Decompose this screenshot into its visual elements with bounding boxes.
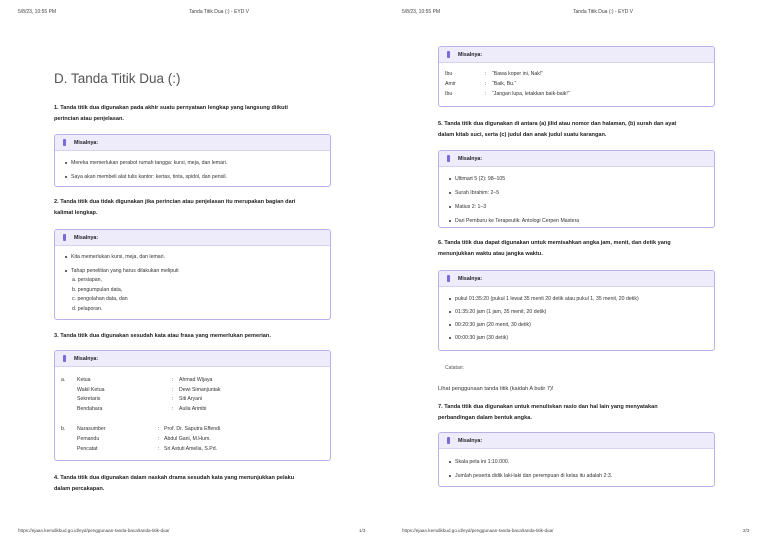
entry-value: Sri Astuti Amelia, S.Pd. [164, 446, 218, 452]
list-item: Matius 2: 1–3 [449, 204, 579, 210]
list-item: Ultimart 5 (2): 98–105 [449, 176, 579, 182]
rule-4: 4. Tanda titik dua digunakan dalam naskah drama sesudah kata yang menunjukkan pelaku dalam percakapan. [54, 475, 295, 492]
entry-separator: : [485, 71, 487, 77]
entry-separator: : [172, 387, 174, 393]
dialogue-line: “Jangan lupa, letakkan baik-baik!” [492, 91, 570, 97]
entry-key: Pemandu [77, 436, 100, 442]
sub-item: b. pengumpulan data, [72, 287, 123, 293]
speaker-name: Ibu [445, 91, 453, 97]
list-item: Mereka memerlukan perabot rumah tangga: kursi, meja, dan lemari. [65, 160, 227, 166]
list-item: Tahap penelitian yang harus dilakukan meliputi [65, 268, 179, 274]
sub-item: a. persiapan, [72, 277, 102, 283]
example-box-1 [54, 134, 331, 187]
rule-6: 6. Tanda titik dua dapat digunakan untuk memisahkan angka jam, menit, dan detik yang menunjukkan waktu atau jangka waktu. [438, 240, 671, 257]
list-item: Dari Pemburu ke Terapeutik: Antologi Cerpen Mastera [449, 218, 579, 224]
entry-value: Aulia Arimbi [179, 406, 207, 412]
example-box-header: Misalnya: [55, 135, 330, 151]
example-box-6 [438, 270, 715, 351]
example-box-header: Misalnya: [439, 271, 714, 287]
entry-value: Siti Aryani [179, 396, 203, 402]
list-item: pukul 01:35:20 (pukul 1 lewat 35 menit 20 detik atau pukul 1, 35 menit, 20 detik) [449, 296, 639, 302]
page-2 [384, 0, 768, 543]
info-marker-icon [447, 275, 450, 282]
example-list [449, 176, 579, 224]
info-marker-icon [63, 139, 66, 146]
example-box-header: Misalnya: [439, 47, 714, 63]
list-item: 00:00:30 jam (30 detik) [449, 335, 639, 341]
list-item: Saya akan membeli alat tulis kantor: kertas, tinta, spidol, dan pensil. [65, 174, 227, 180]
group-marker: a. [61, 377, 66, 383]
example-box-3 [54, 350, 331, 461]
info-marker-icon [447, 437, 450, 444]
speaker-name: Amir [445, 81, 456, 87]
header-timestamp: 5/8/23, 10:55 PM [402, 9, 441, 15]
list-item: 01:35:20 jam (1 jam, 35 menit, 20 detik) [449, 309, 639, 315]
example-list [449, 459, 612, 479]
list-item: Skala peta ini 1:10.000. [449, 459, 612, 465]
example-box-5 [438, 150, 715, 228]
rule-2: 2. Tanda titik dua tidak digunakan jika perincian atau penjelasan itu merupakan bagian dari kalimat lengkap. [54, 199, 296, 216]
header-title: Tanda Titik Dua (:) - EYD V [573, 9, 634, 15]
speaker-name: Ibu [445, 71, 453, 77]
list-item: 00:20:30 jam (20 menit, 30 detik) [449, 322, 639, 328]
example-box-4 [438, 46, 715, 107]
example-list [65, 254, 179, 274]
example-list [65, 160, 227, 180]
sub-item: c. pengolahan data, dan [72, 296, 128, 302]
info-marker-icon [63, 234, 66, 241]
entry-value: Dewi Simanjuntak [179, 387, 221, 393]
info-marker-icon [447, 155, 450, 162]
entry-separator: : [158, 446, 160, 452]
entry-key: Pencatat [77, 446, 98, 452]
entry-separator: : [485, 81, 487, 87]
rule-7: 7. Tanda titik dua digunakan untuk menuliskan rasio dan hal lain yang menyatakan perbandingan dalam bentuk angka. [438, 404, 658, 421]
entry-key: Sekretaris [77, 396, 101, 402]
entry-value: Abdul Gani, M.Hum. [164, 436, 211, 442]
note-text: Lihat penggunaan tanda titik (kaidah A butir 7)! [438, 386, 554, 392]
example-box-header: Misalnya: [55, 230, 330, 246]
entry-separator: : [158, 426, 160, 432]
note-label: Catatan: [445, 365, 464, 371]
example-box-header: Misalnya: [55, 351, 330, 367]
footer-page-number: 1/3 [359, 528, 366, 533]
example-list [449, 296, 639, 341]
group-marker: b. [61, 426, 66, 432]
footer-url-link[interactable]: https://ejaan.kemdikbud.go.id/eyd/penggunaan-tanda-baca/tanda-titik-dua/ [18, 528, 170, 533]
entry-key: Bendahara [77, 406, 103, 412]
list-item: Kita memerlukan kursi, meja, dan lemari. [65, 254, 179, 260]
page-title: D. Tanda Titik Dua (:) [54, 71, 181, 86]
entry-separator: : [172, 406, 174, 412]
example-box-header: Misalnya: [439, 433, 714, 449]
header-title: Tanda Titik Dua (:) - EYD V [189, 9, 250, 15]
list-item: Jumlah peserta didik laki-laki dan perempuan di kelas itu adalah 2:3. [449, 473, 612, 479]
entry-value: Ahmad Wijaya [179, 377, 213, 383]
rule-3: 3. Tanda titik dua digunakan sesudah kata atau frasa yang memerlukan pemerian. [54, 333, 271, 339]
entry-separator: : [485, 91, 487, 97]
entry-separator: : [172, 377, 174, 383]
entry-value: Prof. Dr. Saputra Effendi [164, 426, 221, 432]
dialogue-line: “Baik, Bu.” [492, 81, 517, 87]
rule-5: 5. Tanda titik dua digunakan di antara (a) jilid atau nomor dan halaman, (b) surah dan ayat dalam kitab suci, serta (c) judul dan anak judul suatu karangan. [438, 121, 677, 138]
sub-item: d. pelaporan. [72, 306, 103, 312]
entry-key: Narasumber [77, 426, 106, 432]
info-marker-icon [63, 355, 66, 362]
info-marker-icon [447, 51, 450, 58]
dialogue-line: “Bawa koper ini, Nak!” [492, 71, 544, 77]
rule-1: 1. Tanda titik dua digunakan pada akhir suatu pernyataan lengkap yang langsung diikuti perincian atau penjelasan. [54, 105, 288, 122]
list-item: Surah Ibrahim: 2–5 [449, 190, 579, 196]
footer-url-link[interactable]: https://ejaan.kemdikbud.go.id/eyd/penggunaan-tanda-baca/tanda-titik-dua/ [402, 528, 554, 533]
example-box-2 [54, 229, 331, 320]
entry-separator: : [172, 396, 174, 402]
entry-key: Wakil Ketua [77, 387, 105, 393]
entry-key: Ketua [77, 377, 91, 383]
header-timestamp: 5/8/23, 10:55 PM [18, 9, 57, 15]
example-box-7 [438, 432, 715, 487]
footer-page-number: 2/3 [743, 528, 750, 533]
entry-separator: : [158, 436, 160, 442]
example-box-header: Misalnya: [439, 151, 714, 167]
